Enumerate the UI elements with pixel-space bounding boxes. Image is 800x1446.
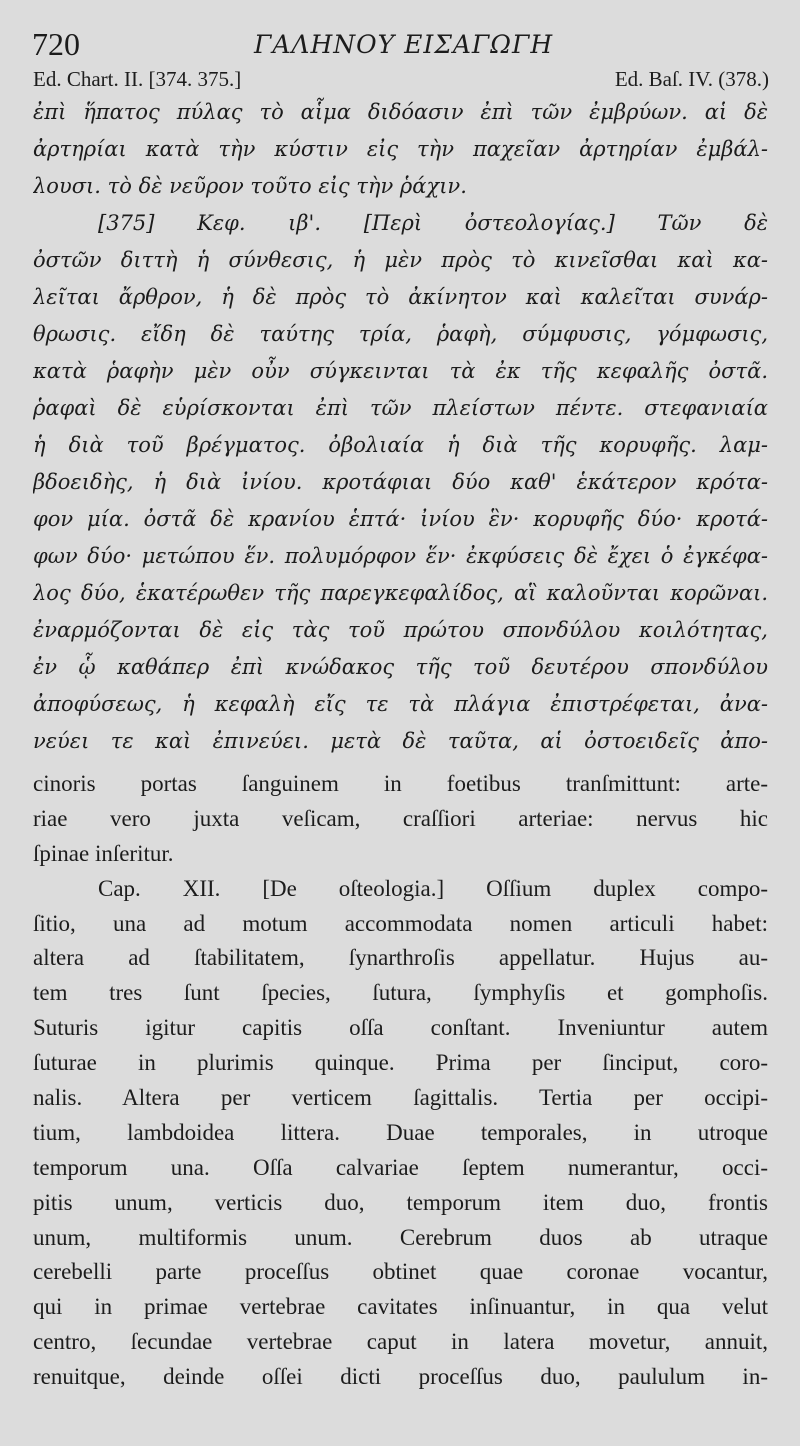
latin-text-block <box>33 767 768 1395</box>
greek-line: ἐν ᾧ καθάπερ ἐπὶ κνώδακος τῆς τοῦ δευτέρου σπονδύλου <box>33 655 768 679</box>
latin-line: tium, lambdoidea littera. Duae temporales, in utroque <box>33 1119 768 1145</box>
latin-line: ſitio, una ad motum accommodata nomen articuli habet: <box>33 910 768 936</box>
latin-line: Suturis igitur capitis oſſa conſtant. Inveniuntur autem <box>33 1015 768 1041</box>
latin-line: riae vero juxta veſicam, craſſiori arteriae: nervus hic <box>33 805 768 831</box>
latin-chapter-heading-line: Cap. XII. [De oſteologia.] Oſſium duplex compo- <box>98 875 768 901</box>
greek-line: ἀποφύσεως, ἡ κεφαλὴ εἴς τε τὰ πλάγια ἐπιστρέφεται, ἀνα- <box>33 692 768 716</box>
greek-line: ἡ διὰ τοῦ βρέγματος. ὀβολιαία ἡ διὰ τῆς κορυφῆς. λαμ- <box>33 433 768 457</box>
greek-line: θρωσις. εἴδη δὲ ταύτης τρία, ῥαφὴ, σύμφυσις, γόμφωσις, <box>33 322 768 346</box>
latin-line: pitis unum, verticis duo, temporum item duo, frontis <box>33 1189 768 1215</box>
latin-line: nalis. Altera per verticem ſagittalis. Tertia per occipi- <box>33 1085 768 1111</box>
greek-line: βδοειδὴς, ἡ διὰ ἰνίου. κροτάφιαι δύο καθ' ἑκάτερον κρότα- <box>33 470 768 494</box>
page-header <box>32 26 772 66</box>
latin-line: cerebelli parte proceſſus obtinet quae coronae vocantur, <box>33 1259 768 1285</box>
latin-line: qui in primae vertebrae cavitates inſinuantur, in qua velut <box>33 1294 768 1320</box>
page-number: 720 <box>32 26 80 62</box>
latin-line: ſuturae in plurimis quinque. Prima per ſinciput, coro- <box>33 1050 768 1076</box>
greek-line: ἐπὶ ἥπατος πύλας τὸ αἷμα διδόασιν ἐπὶ τῶν ἐμβρύων. αἱ δὲ <box>33 100 768 124</box>
latin-line: renuitque, deinde oſſei dicti proceſſus duo, paululum in- <box>33 1364 768 1390</box>
greek-chapter-heading-line: [375] Κεφ. ιβ'. [Περὶ ὀστεολογίας.] Τῶν δὲ <box>98 211 768 235</box>
edition-reference-chart: Ed. Chart. II. [374. 375.] <box>33 67 242 91</box>
running-title: ΓΑΛΗΝΟΥ ΕΙΣΑΓΩΓΗ <box>254 30 554 59</box>
edition-references <box>33 66 769 94</box>
greek-line: ὀστῶν διττὴ ἡ σύνθεσις, ἡ μὲν πρὸς τὸ κινεῖσθαι καὶ κα- <box>33 248 768 272</box>
greek-line: λεῖται ἄρθρον, ἡ δὲ πρὸς τὸ ἀκίνητον καὶ καλεῖται συνάρ- <box>33 285 768 309</box>
greek-line: ἀρτηρίαι κατὰ τὴν κύστιν εἰς τὴν παχεῖαν ἀρτηρίαν ἐμβάλ- <box>33 137 768 161</box>
latin-line: centro, ſecundae vertebrae caput in latera movetur, annuit, <box>33 1329 768 1355</box>
greek-line: κατὰ ῥαφὴν μὲν οὖν σύγκεινται τὰ ἐκ τῆς κεφαλῆς ὀστᾶ. <box>33 359 768 383</box>
latin-line: cinoris portas ſanguinem in foetibus tranſmittunt: arte- <box>33 771 768 796</box>
greek-line: λος δύο, ἑκατέρωθεν τῆς παρεγκεφαλίδος, αἳ καλοῦνται κορῶναι. <box>33 581 768 605</box>
latin-line: ſpinae inſeritur. <box>33 840 174 866</box>
greek-line: φων δύο· μετώπου ἕν. πολυμόρφον ἕν· ἐκφύσεις δὲ ἔχει ὁ ἐγκέφα- <box>33 544 768 568</box>
greek-line: φον μία. ὀστᾶ δὲ κρανίου ἑπτά· ἰνίου ἓν· κορυφῆς δύο· κροτά- <box>33 507 768 531</box>
latin-line: altera ad ſtabilitatem, ſynarthroſis appellatur. Hujus au- <box>33 945 768 971</box>
greek-line: νεύει τε καὶ ἐπινεύει. μετὰ δὲ ταῦτα, αἱ ὀστοειδεῖς ἀπο- <box>33 729 768 753</box>
greek-line: ἐναρμόζονται δὲ εἰς τὰς τοῦ πρώτου σπονδύλου κοιλότητας, <box>33 618 768 642</box>
latin-line: unum, multiformis unum. Cerebrum duos ab utraque <box>33 1224 768 1250</box>
edition-reference-basel: Ed. Baſ. IV. (378.) <box>614 67 769 91</box>
latin-line: temporum una. Oſſa calvariae ſeptem numerantur, occi- <box>33 1154 768 1180</box>
greek-line: λουσι. τὸ δὲ νεῦρον τοῦτο εἰς τὴν ῥάχιν. <box>33 174 467 198</box>
greek-text-block <box>33 94 768 760</box>
greek-line: ῥαφαὶ δὲ εὑρίσκονται ἐπὶ τῶν πλείστων πέντε. στεφανιαία <box>33 396 768 420</box>
latin-line: tem tres ſunt ſpecies, ſutura, ſymphyſis et gomphoſis. <box>33 980 768 1006</box>
